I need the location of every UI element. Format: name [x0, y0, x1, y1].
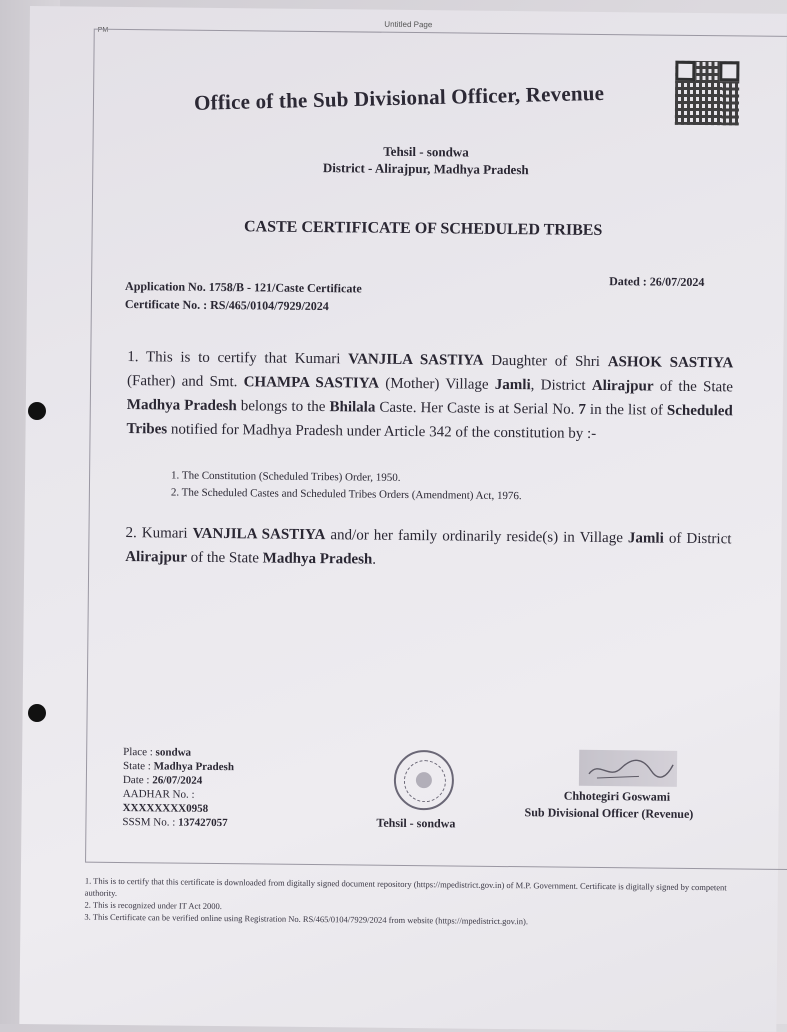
caste-name: Bhilala — [329, 399, 376, 416]
certificate-title: CASTE CERTIFICATE OF SCHEDULED TRIBES — [243, 218, 603, 240]
mother-name: CHAMPA SASTIYA — [243, 374, 380, 392]
aadhar-value: XXXXXXXX0958 — [122, 802, 209, 815]
tehsil-line: Tehsil - sondwa — [383, 143, 469, 160]
issue-date: Dated : 26/07/2024 — [609, 274, 705, 290]
state-name: Madhya Pradesh — [126, 397, 237, 415]
office-title: Office of the Sub Divisional Officer, Revenue — [193, 80, 605, 115]
footnote: 3. This Certificate can be verified online using Registration No. RS/465/0104/7929/2024 from website (https://mpedistrict.gov.in). — [84, 911, 529, 927]
footnote: 1. This is to certify that this certificate is downloaded from digitally signed document repository (https://mpedistrict.gov.in) of M.P. Government. Certificate is digitally signed by competent authority. — [84, 875, 727, 898]
issue-details: Place : sondwa State : Madhya Pradesh Date : 26/07/2024 AADHAR No. : XXXXXXXX0958 SSSM No. : 137427057 — [122, 746, 235, 830]
applicant-name: VANJILA SASTIYA — [348, 351, 484, 369]
village-name: Jamli — [494, 376, 531, 394]
district-line: District - Alirajpur, Madhya Pradesh — [322, 160, 529, 178]
list-item: 1. The Constitution (Scheduled Tribes) Order, 1950. — [171, 469, 401, 484]
residence-paragraph: 2. Kumari VANJILA SASTIYA and/or her family ordinarily reside(s) in Village Jamli of District Alirajpur of the State Madhya Pradesh. — [125, 525, 732, 568]
certification-paragraph: 1. This is to certify that Kumari VANJILA SASTIYA Daughter of Shri ASHOK SASTIYA (Father) and Smt. CHAMPA SASTIYA (Mother) Village Jamli, District Alirajpur of the State Madhya Pradesh belongs to the Bhilala Caste. Her Caste is at Serial No. 7 in the list of Scheduled Tribes notified for Madhya Pradesh under Article 342 of the constitution by :- — [126, 349, 734, 442]
print-time-label: PM — [97, 26, 109, 34]
certificate-number: Certificate No. : RS/465/0104/7929/2024 — [124, 297, 329, 314]
signature-image — [579, 750, 677, 787]
footnotes — [84, 875, 754, 930]
category-name: Scheduled Tribes — [126, 402, 733, 438]
signer-name: Chhotegiri Goswami — [563, 788, 671, 804]
sssm-value: 137427057 — [178, 816, 228, 830]
orders-list — [171, 468, 522, 506]
application-number: Application No. 1758/B - 121/Caste Certificate — [124, 279, 362, 296]
date-value: 26/07/2024 — [152, 774, 203, 787]
punch-hole — [28, 402, 46, 420]
state-value: Madhya Pradesh — [153, 760, 235, 774]
certificate-sheet — [19, 6, 787, 1032]
father-name: ASHOK SASTIYA — [607, 354, 734, 372]
serial-number: 7 — [578, 401, 587, 418]
qr-code-icon — [675, 61, 740, 126]
footnote: 2. This is recognized under IT Act 2000. — [84, 899, 222, 912]
seal-tehsil-label: Tehsil - sondwa — [376, 815, 456, 831]
list-item: 2. The Scheduled Castes and Scheduled Tribes Orders (Amendment) Act, 1976. — [170, 486, 522, 503]
district-name: Alirajpur — [591, 377, 654, 395]
signer-designation: Sub Divisional Officer (Revenue) — [524, 805, 694, 821]
punch-hole — [28, 704, 46, 722]
page-header: Untitled Page — [384, 19, 433, 30]
place-value: sondwa — [155, 746, 192, 759]
official-seal-icon — [394, 750, 455, 811]
